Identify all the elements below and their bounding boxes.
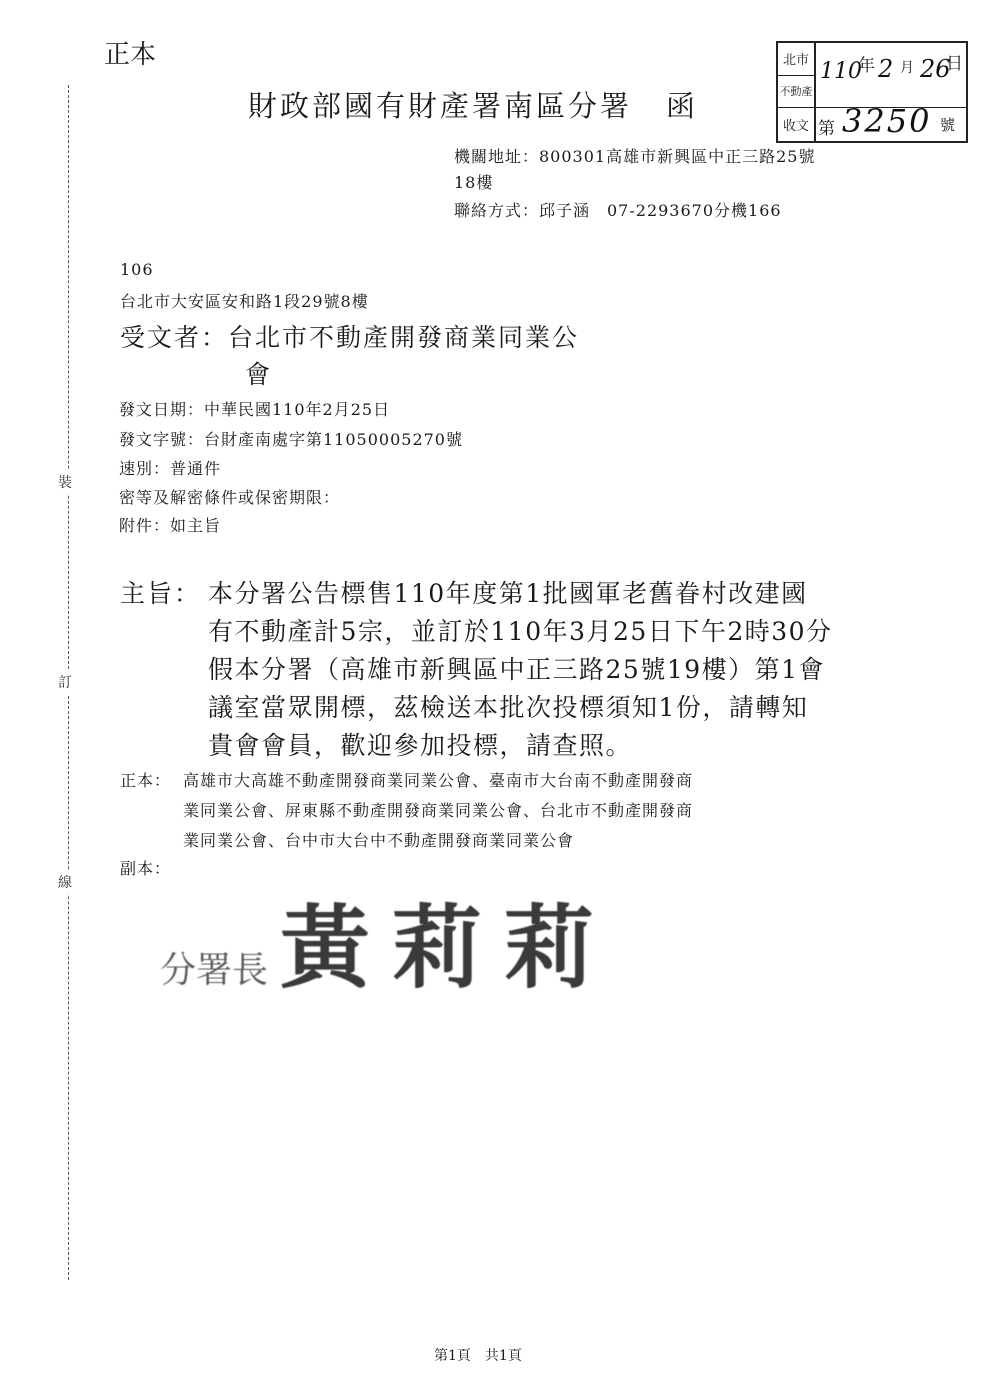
classification: 密等及解密條件或保密期限：	[119, 488, 341, 507]
sender-address-line2: 18樓	[454, 173, 494, 192]
stamp-day-unit: 日	[946, 54, 963, 74]
stamp-number-row	[816, 102, 966, 141]
copy-mark: 正本	[104, 40, 157, 70]
copy-recipients-label: 副本：	[120, 859, 172, 878]
postal-code: 106	[120, 260, 154, 279]
binding-mark-bind: 裝	[58, 470, 72, 494]
recipient-line2: 會	[245, 360, 271, 389]
stamp-number-suffix: 號	[940, 116, 956, 135]
agency-name: 財政部國有財產署南區分署	[248, 89, 633, 123]
document-number: 發文字號：台財產南處字第11050005270號	[119, 430, 463, 449]
signature-stamp	[160, 895, 617, 1005]
stamp-year: 110	[820, 59, 862, 84]
stamp-label-city: 北市	[778, 43, 816, 76]
subject-line: 有不動產計5宗，並訂於110年3月25日下午2時30分	[208, 617, 833, 646]
urgency: 速別：普通件	[119, 459, 222, 478]
stamp-month: 2	[878, 55, 894, 83]
document-kind: 函	[666, 89, 699, 123]
stamp-month-unit: 月	[900, 60, 914, 76]
subject-label: 主旨：	[120, 579, 202, 608]
stamp-label-receive: 收文	[778, 108, 816, 141]
stamp-date	[816, 43, 966, 108]
binding-mark-staple: 訂	[58, 670, 72, 694]
receipt-stamp	[776, 41, 968, 143]
original-recipients-label: 正本：	[120, 771, 172, 790]
stamp-label-realestate: 不動產	[778, 76, 816, 109]
sender-contact: 聯絡方式：邱子涵 07-2293670分機166	[454, 201, 782, 220]
page-current: 第1頁	[434, 1348, 471, 1364]
original-recipients-line: 業同業公會、屏東縣不動產開發商業同業公會、台北市不動產開發商	[183, 801, 694, 820]
subject-line: 議室當眾開標，茲檢送本批次投標須知1份，請轉知	[208, 693, 809, 722]
subject-line: 假本分署（高雄市新興區中正三路25號19樓）第1會	[208, 655, 826, 684]
original-recipients-line: 高雄市大高雄不動產開發商業同業公會、臺南市大台南不動產開發商	[183, 771, 694, 790]
signature-name: 黃莉莉	[280, 895, 617, 1001]
issue-date: 發文日期：中華民國110年2月25日	[119, 400, 391, 419]
signature-role: 分署長	[160, 950, 269, 991]
sender-address-line1: 機關地址：800301高雄市新興區中正三路25號	[454, 147, 816, 166]
recipient-line1: 受文者：台北市不動產開發商業同業公	[120, 323, 580, 352]
stamp-number: 3250	[842, 102, 932, 141]
recipient-address: 台北市大安區安和路1段29號8樓	[120, 292, 369, 311]
document-title	[248, 84, 698, 125]
stamp-day: 26	[920, 55, 951, 83]
original-recipients-line: 業同業公會、台中市大台中不動產開發商業同業公會	[183, 831, 575, 850]
binding-mark-line: 線	[58, 870, 72, 894]
subject-line: 本分署公告標售110年度第1批國軍老舊眷村改建國	[208, 579, 808, 608]
subject-line: 貴會會員，歡迎參加投標，請查照。	[208, 731, 633, 760]
stamp-year-unit: 年	[858, 56, 875, 76]
attachment: 附件：如主旨	[119, 516, 222, 535]
page-total: 共1頁	[484, 1348, 522, 1364]
page-number	[434, 1345, 522, 1365]
stamp-number-prefix: 第	[818, 119, 835, 140]
